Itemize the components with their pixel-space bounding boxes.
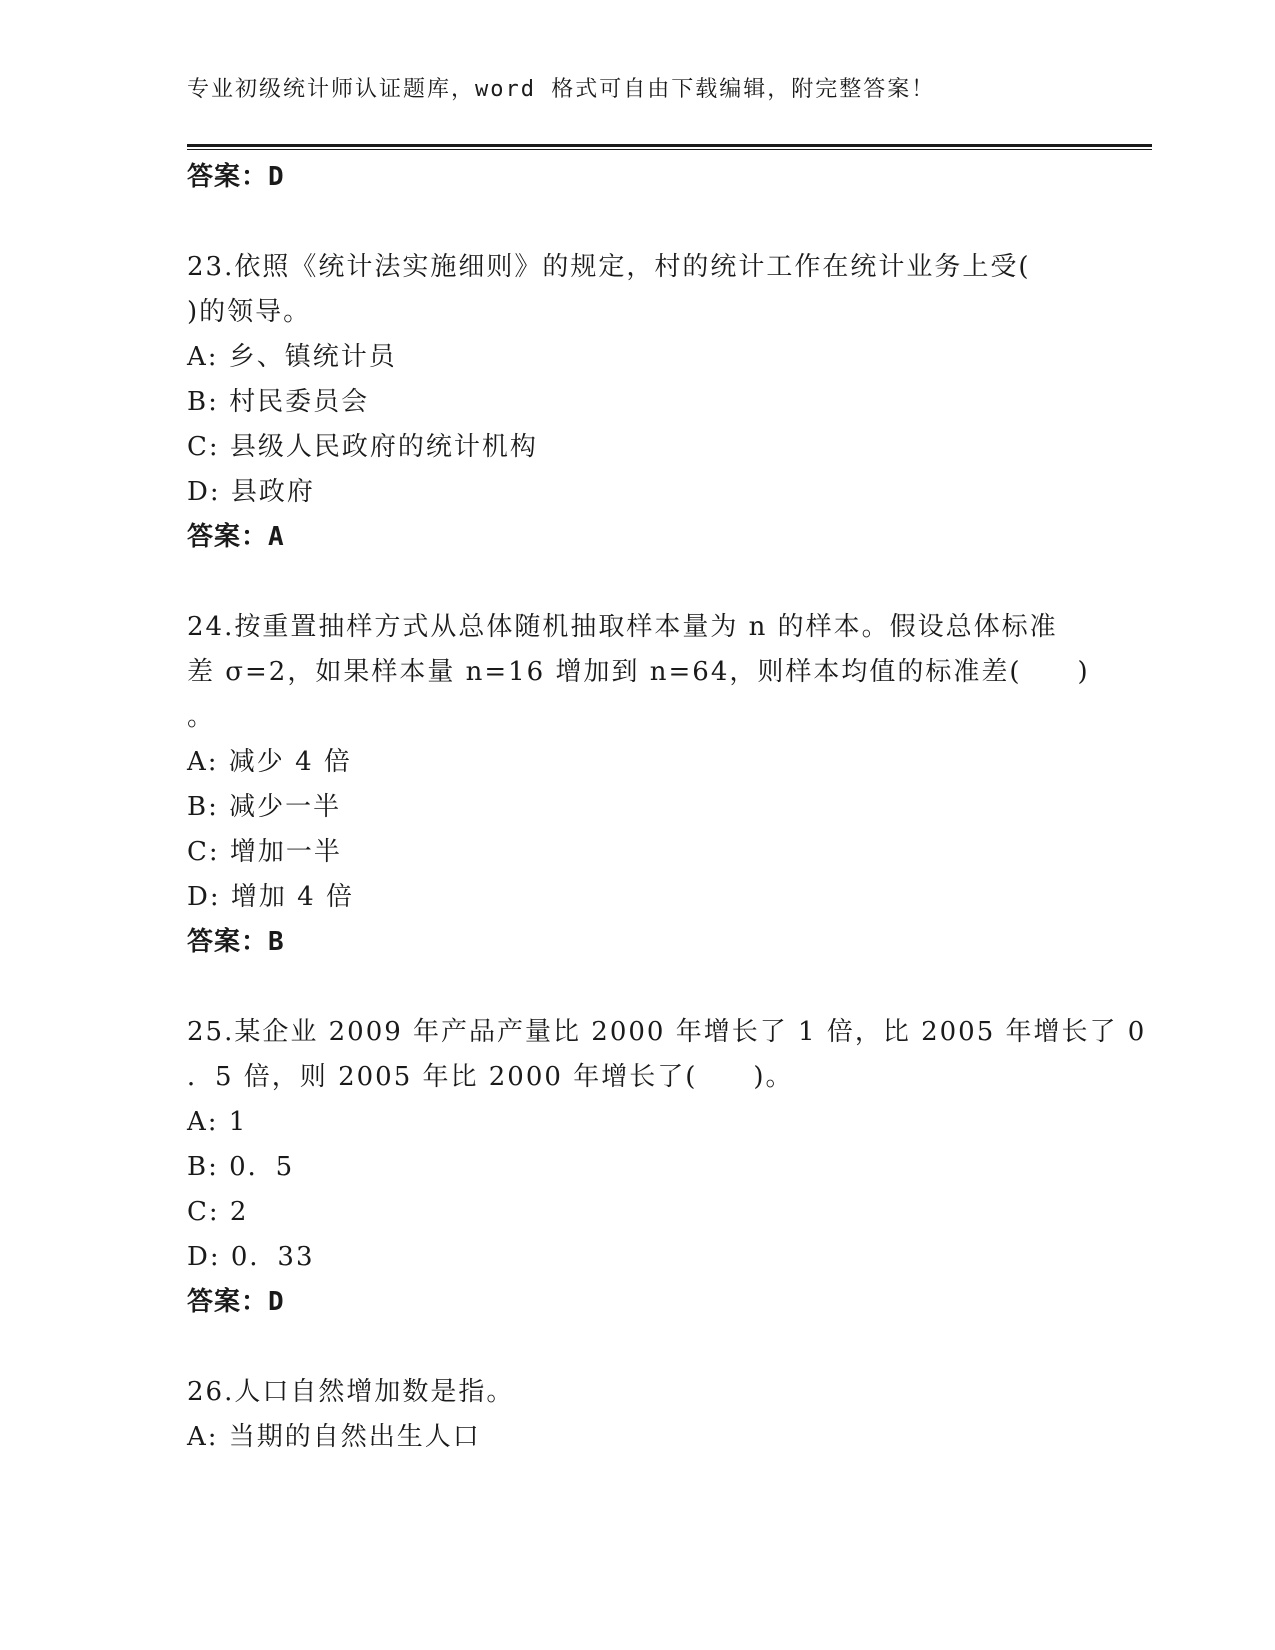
previous-answer: 答案：D	[187, 162, 285, 192]
option-c: C: 增加一半	[187, 837, 342, 867]
option-b: B: 0．5	[187, 1152, 295, 1182]
option-a: A: 减少 4 倍	[187, 747, 352, 777]
question-content	[187, 155, 1147, 1460]
option-a: A: 乡、镇统计员	[187, 342, 397, 372]
question-stem-line: 24.按重置抽样方式从总体随机抽取样本量为 n 的样本。假设总体标准	[187, 612, 1058, 642]
question-stem-line: 。	[187, 702, 216, 732]
question-stem-line: ．5 倍，则 2005 年比 2000 年增长了( )。	[187, 1062, 794, 1092]
spacer	[187, 1325, 1087, 1370]
question-stem-line: 差 σ=2，如果样本量 n=16 增加到 n=64，则样本均值的标准差( )	[187, 657, 1090, 687]
spacer	[187, 965, 1087, 1010]
answer: 答案：D	[187, 1287, 285, 1317]
header-rule-thin	[187, 149, 1152, 150]
option-c: C: 2	[187, 1197, 249, 1227]
option-d: D: 增加 4 倍	[187, 882, 354, 912]
answer: 答案：A	[187, 522, 285, 552]
spacer	[187, 200, 1087, 245]
question-stem-line: )的领导。	[187, 297, 312, 327]
spacer	[187, 560, 1087, 605]
option-b: B: 减少一半	[187, 792, 342, 822]
page-header: 专业初级统计师认证题库，word 格式可自由下载编辑，附完整答案！	[187, 77, 936, 102]
question-block	[187, 1370, 1087, 1460]
question-stem-line: 26.人口自然增加数是指。	[187, 1377, 515, 1407]
header-rule-thick	[187, 144, 1152, 147]
question-stem-line: 23.依照《统计法实施细则》的规定，村的统计工作在统计业务上受(	[187, 252, 1031, 282]
question-block	[187, 1010, 1147, 1325]
question-stem-line: 25.某企业 2009 年产品产量比 2000 年增长了 1 倍，比 2005 年增长了 0	[187, 1017, 1147, 1047]
option-b: B: 村民委员会	[187, 387, 370, 417]
option-c: C: 县级人民政府的统计机构	[187, 432, 538, 462]
option-a: A: 当期的自然出生人口	[187, 1422, 481, 1452]
option-d: D: 县政府	[187, 477, 315, 507]
option-a: A: 1	[187, 1107, 248, 1137]
option-d: D: 0．33	[187, 1242, 315, 1272]
answer: 答案：B	[187, 927, 285, 957]
question-block	[187, 605, 1090, 965]
question-block	[187, 245, 1087, 560]
